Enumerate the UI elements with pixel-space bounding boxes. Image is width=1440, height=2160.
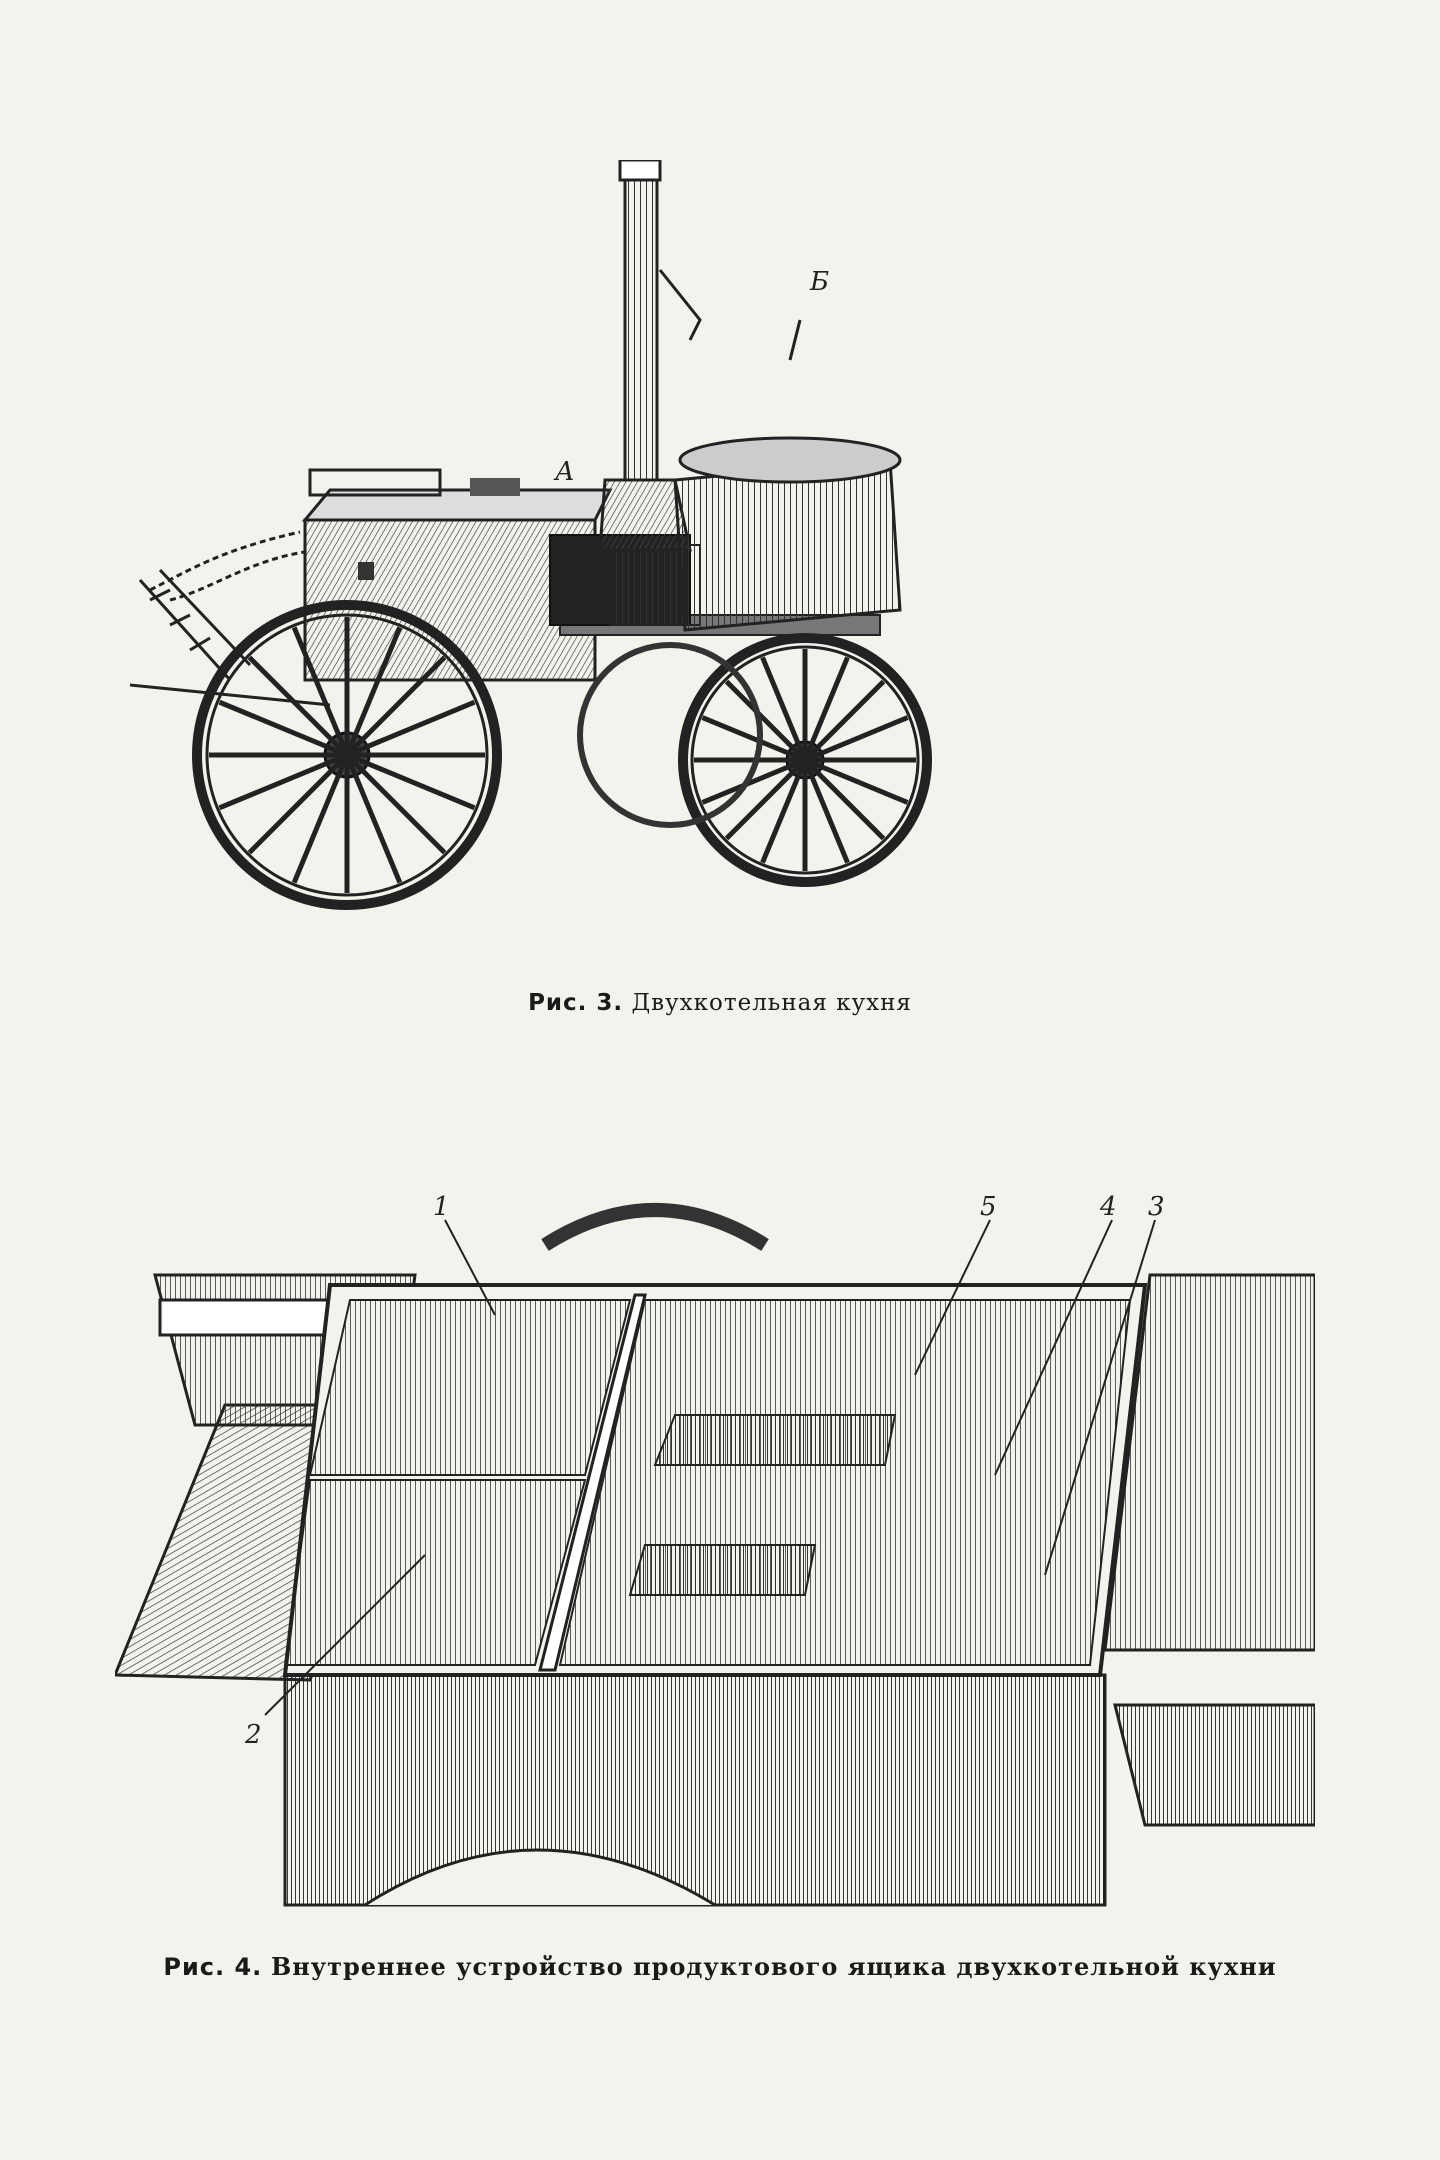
figure-4-title: Внутреннее устройство продуктового ящика двухкотельной кухни	[270, 1952, 1277, 1981]
label-a: А	[555, 457, 575, 487]
wheel-spoke	[805, 682, 883, 760]
wheel-spoke	[727, 682, 805, 760]
label-5: 5	[980, 1192, 997, 1222]
wheel-spoke	[347, 755, 445, 853]
front-wheel	[197, 605, 497, 905]
figure-3-illustration	[130, 160, 1280, 970]
figure-3-number: Рис. 3.	[528, 990, 624, 1016]
label-b: Б	[810, 267, 830, 297]
wheel-spoke	[727, 760, 805, 838]
figure-4-caption	[0, 1952, 1440, 1981]
wheel-spoke	[249, 755, 347, 853]
rear-wheel	[683, 638, 927, 882]
figure-4-number: Рис. 4.	[163, 1953, 263, 1981]
label-1: 1	[433, 1192, 450, 1222]
figure-3-title: Двухкотельная кухня	[631, 990, 912, 1016]
label-2: 2	[245, 1720, 262, 1750]
wheel-spoke	[805, 760, 883, 838]
boiler-body	[660, 267, 900, 630]
label-3: 3	[1148, 1192, 1165, 1222]
figure-4-illustration	[115, 1135, 1315, 1935]
figure-3-caption	[0, 990, 1440, 1016]
label-4: 4	[1100, 1192, 1117, 1222]
